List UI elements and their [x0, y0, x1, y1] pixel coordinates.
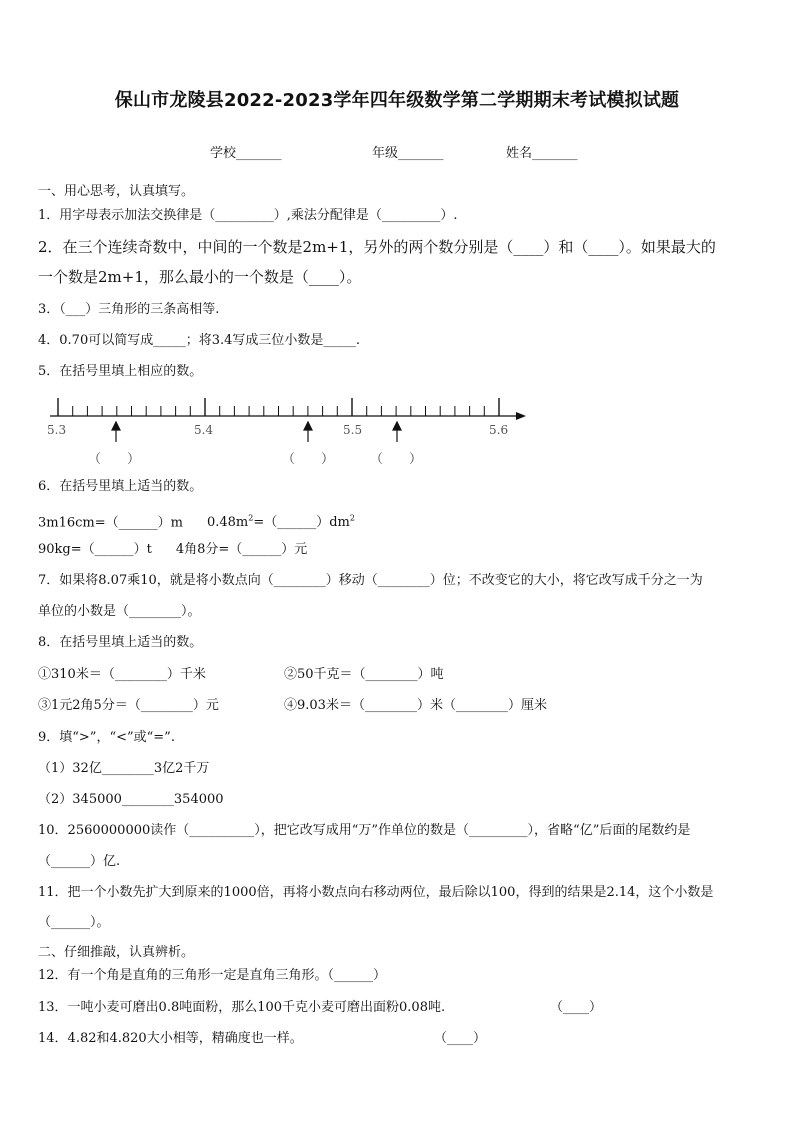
question-6-row-2 [38, 541, 758, 559]
tick-label-5.4: 5.4 [194, 423, 214, 437]
section-2-heading: 二、仔细推敲，认真辨析。 [38, 945, 195, 960]
q13-answer-blank[interactable]: （____） [550, 1000, 603, 1015]
number-line-ticks [50, 398, 526, 420]
q8-item-4: ④9.03米＝（________）米（________）厘米 [284, 698, 547, 713]
question-3: 3．（___）三角形的三条高相等. [38, 302, 220, 317]
question-9-part-2: （2）345000________354000 [38, 792, 224, 807]
name-field: 姓名_______ [506, 146, 578, 161]
question-11-line-2: （______）。 [38, 915, 110, 930]
q8-item-3: ③1元2角5分＝（________）元 [38, 698, 219, 713]
arrow-1-head [112, 422, 120, 430]
q6-item-b: $0.48m^2=(\_\_\_\_\_\_)dm^2$ [206, 514, 355, 531]
question-8-row-1 [38, 666, 758, 684]
arrow-2-head [304, 422, 312, 430]
school-field: 学校_______ [210, 146, 282, 161]
question-9-part-1: （1）32亿________3亿2千万 [38, 761, 210, 776]
exam-title: 保山市龙陵县2022-2023学年四年级数学第二学期期末考试模拟试题 [114, 90, 680, 111]
q6-item-d: 4角8分=（______）元 [175, 542, 308, 557]
q6-item-c: 90kg=（______）t [38, 542, 152, 557]
question-4: 4．0.70可以简写成_____；将3.4写成三位小数是_____. [38, 333, 361, 348]
q8-item-2: ②50千克＝（________）吨 [284, 667, 444, 682]
question-6: 6．在括号里填上适当的数。 [38, 479, 203, 494]
question-1: 1．用字母表示加法交换律是（_________）,乘法分配律是（_________）. [38, 208, 458, 223]
grade-field: 年级_______ [372, 146, 444, 161]
tick-label-5.5: 5.5 [343, 423, 363, 437]
question-7-line-2: 单位的小数是（________）。 [38, 604, 201, 619]
question-10-line-1: 10．2560000000读作（__________），把它改写成用“万”作单位的数是（_________），省略“亿”后面的尾数约是 [38, 823, 691, 838]
question-2-line-2: 一个数是2m+1，那么最小的一个数是（____）。 [38, 268, 362, 286]
question-13: 13．一吨小麦可磨出0.8吨面粉，那么100千克小麦可磨出面粉0.08吨. （____） [38, 1000, 603, 1015]
q8-item-1: ①310米＝（________）千米 [38, 667, 206, 682]
q6-item-a: 3m16cm=（______）m [38, 515, 183, 531]
question-8: 8．在括号里填上适当的数。 [38, 635, 203, 650]
answer-blank-2[interactable]: （ ） [282, 452, 335, 467]
question-7-line-1: 7．如果将8.07乘10，就是将小数点向（________）移动（________）位；不改变它的大小，将它改写成千分之一为 [38, 573, 703, 588]
answer-blank-1[interactable]: （ ） [88, 452, 141, 467]
tick-label-5.6: 5.6 [489, 423, 509, 437]
question-5: 5．在括号里填上相应的数。 [38, 364, 203, 379]
arrow-3-head [393, 422, 401, 430]
question-14: 14．4.82和4.820大小相等，精确度也一样。 （____） [38, 1031, 487, 1046]
answer-blank-3[interactable]: （ ） [370, 452, 423, 467]
question-8-row-2 [38, 697, 758, 715]
tick-label-5.3: 5.3 [47, 423, 67, 437]
question-6-row-1 [38, 510, 758, 532]
question-9: 9．填“>”，“<”或“=”. [38, 730, 175, 745]
question-2-line-1: 2．在三个连续奇数中，中间的一个数是2m+1，另外的两个数分别是（____）和（____）。如果最大的 [38, 238, 716, 256]
section-1-heading: 一、用心思考，认真填写。 [38, 184, 195, 199]
q14-answer-blank[interactable]: （____） [434, 1031, 487, 1046]
question-12: 12．有一个角是直角的三角形一定是直角三角形。（______） [38, 968, 387, 983]
question-11-line-1: 11．把一个小数先扩大到原来的1000倍，再将小数点向右移动两位，最后除以100，得到的结果是2.14，这个小数是 [38, 885, 714, 900]
question-10-line-2: （______）亿. [38, 854, 121, 869]
number-line-arrowhead [516, 412, 526, 420]
